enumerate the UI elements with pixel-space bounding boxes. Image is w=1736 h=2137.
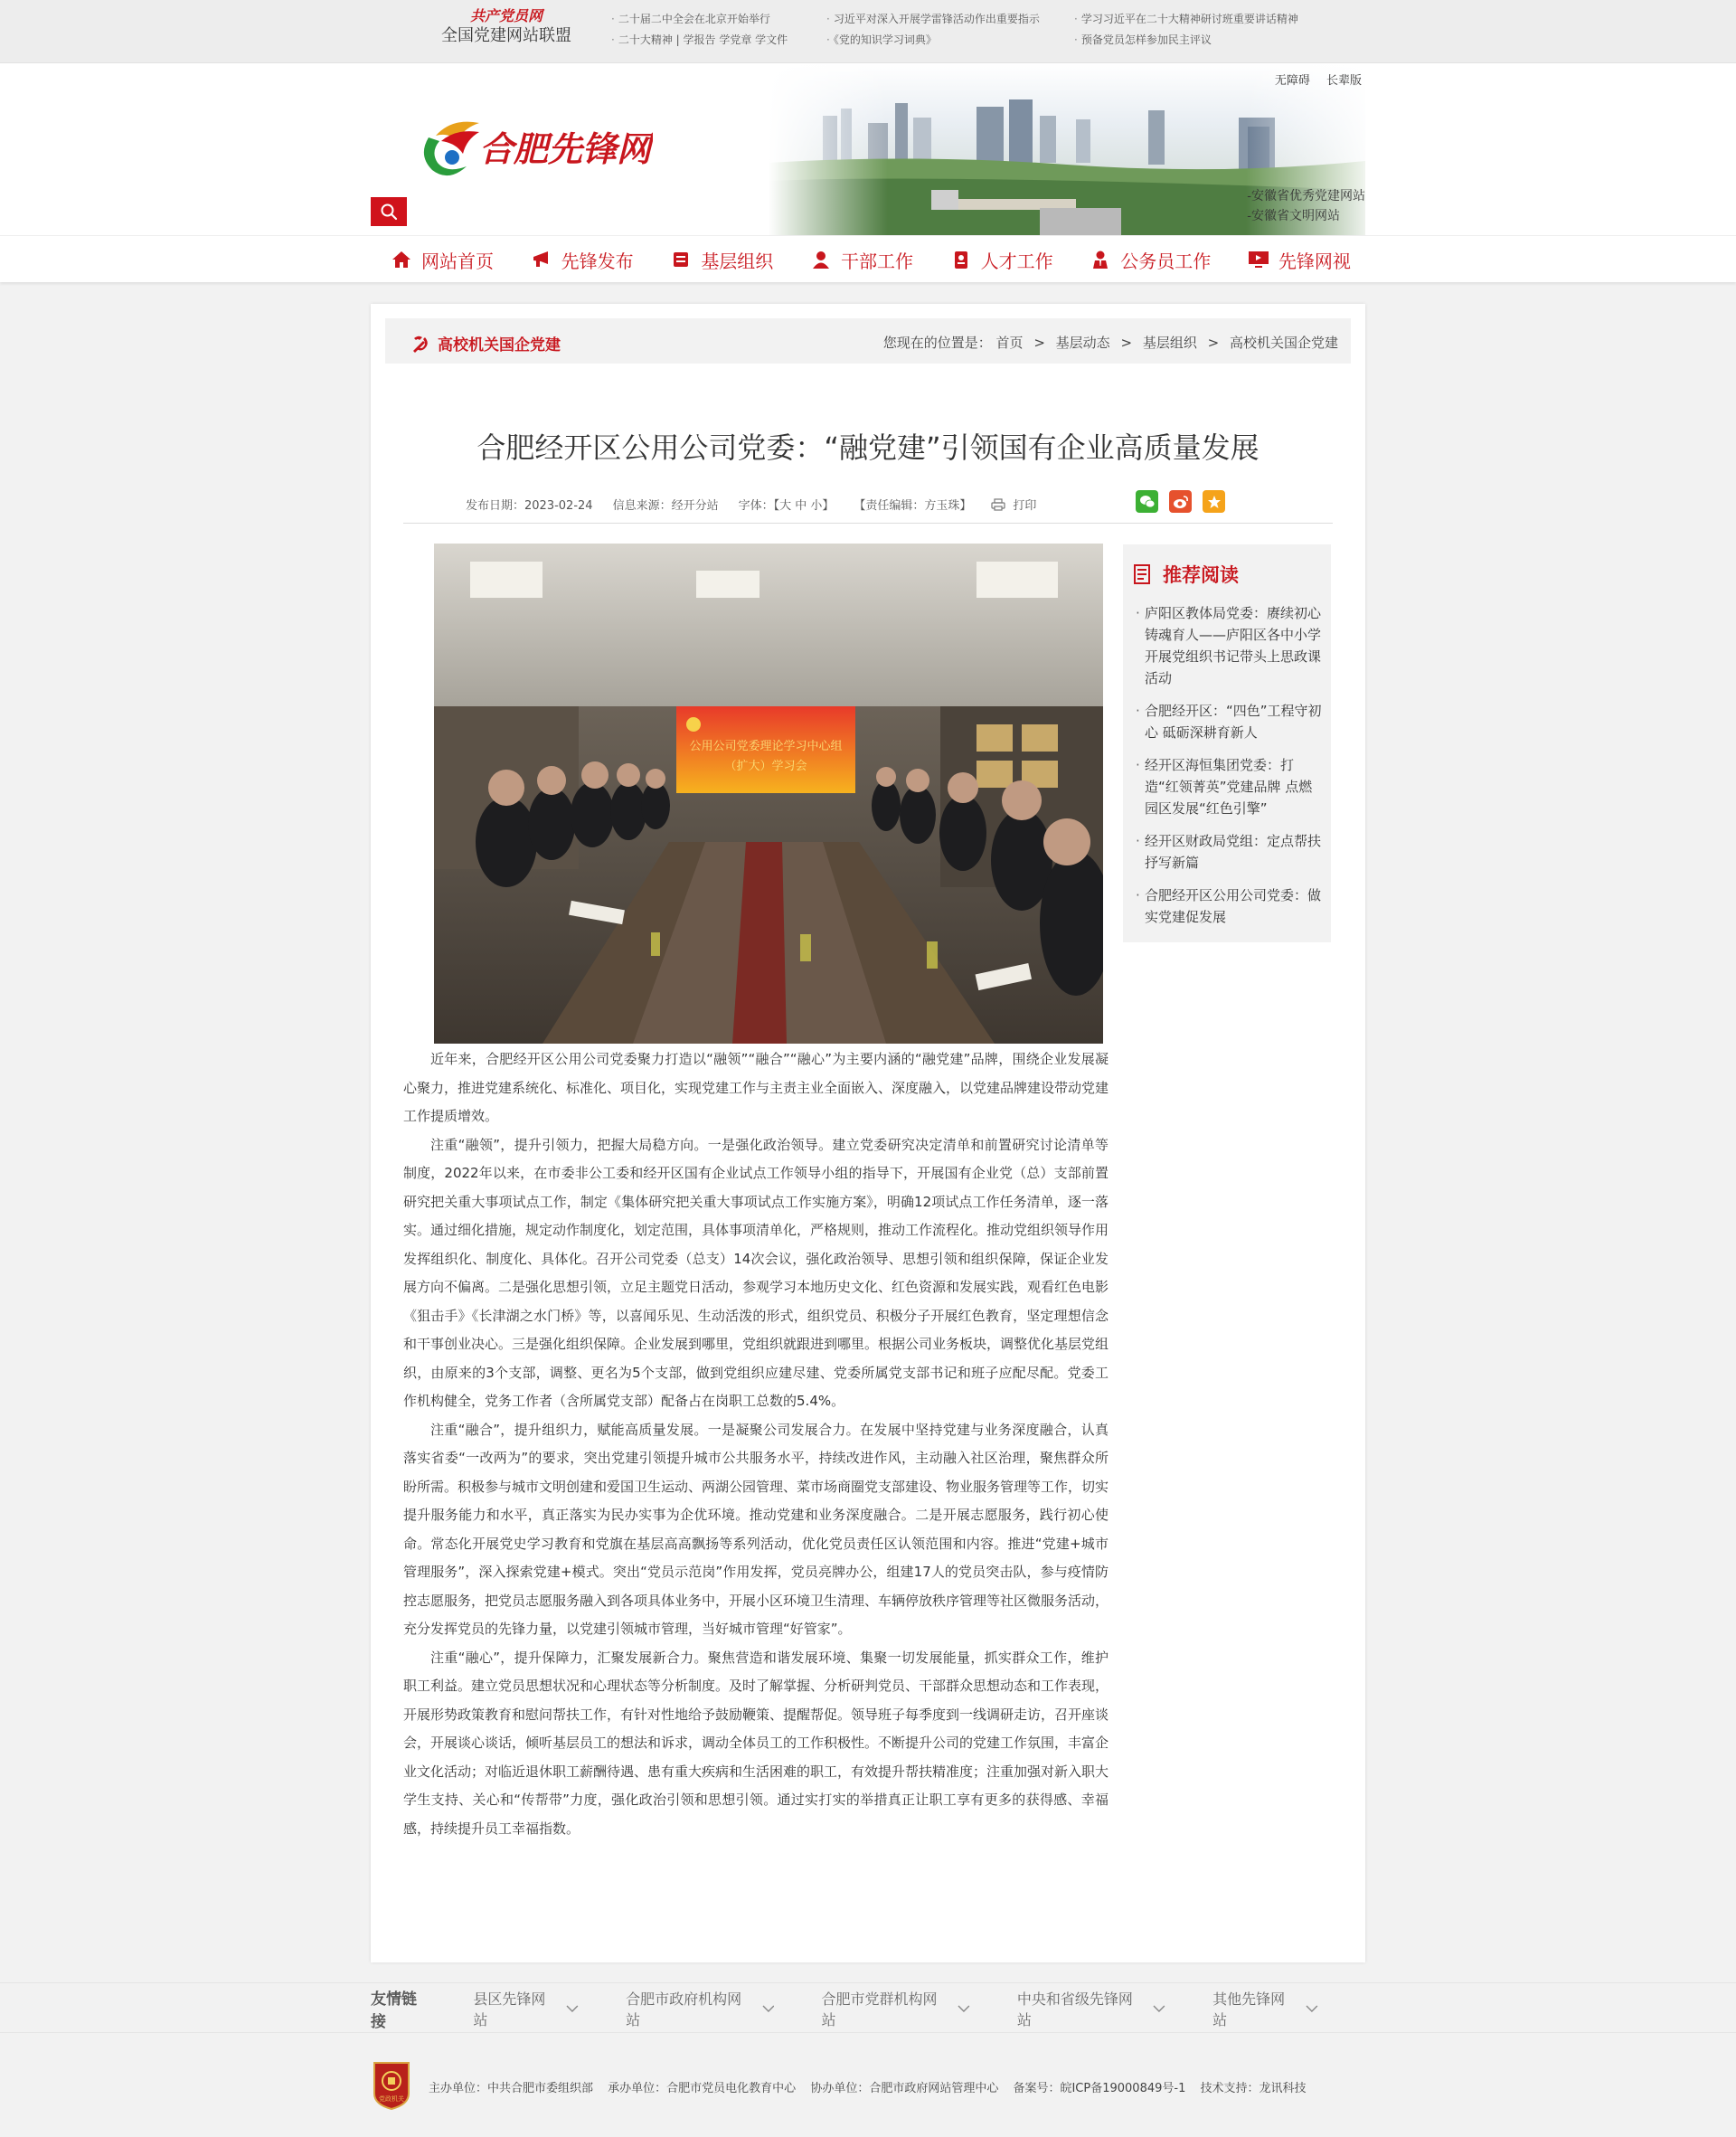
article-body (403, 1045, 1109, 1843)
weibo-share-button[interactable] (1169, 490, 1192, 513)
wechat-icon (1139, 495, 1156, 509)
article-paragraph: 注重“融合”，提升组织力，赋能高质量发展。一是凝聚公司发展合力。在发展中坚持党建与业务深度融合，认真落实省委“一改两为”的要求，突出党建引领提升城市公共服务水平，持续改进作风，主动融入社区治理，聚焦群众所盼所需。积极参与城市文明创建和爱国卫生运动、两湖公园管理、菜市场商圈党支部建设、物业服务管理等工作，切实提升服务能力和水平，真正落实为民办实事为企优环境。推动党建和业务深度融合。二是开展志愿服务，践行初心使命。常态化开展党史学习教育和党旗在基层高高飘扬等系列活动，优化党员责任区认领范围和内容。推进“党建+城市管理服务”，深入探索党建+模式。突出“党员示范岗”作用发挥，党员亮牌办公，组建17人的党员突击队，参与疫情防控志愿服务，把党员志愿服务融入到各项具体业务中，开展小区环境卫生清理、车辆停放秩序管理等社区微服务活动，充分发挥党员的先锋力量，以党建引领城市管理，当好城市管理“好管家”。 (403, 1421, 1109, 1637)
site-logo-text: 合肥先锋网 (479, 128, 652, 169)
meta-divider (403, 523, 1333, 524)
alliance-news-col-3 (1074, 9, 1298, 51)
party-emblem-icon (410, 334, 430, 354)
footer-organizer: 承办单位：合肥市党员电化教育中心 (608, 2082, 797, 2095)
nav-item-label: 干部工作 (840, 250, 913, 272)
megaphone-icon (531, 249, 552, 270)
site-footer (0, 2034, 1736, 2137)
honor-line: -安徽省文明网站 (1247, 209, 1340, 223)
breadcrumb-link[interactable]: 基层组织 (1142, 335, 1197, 351)
honor-line: -安徽省优秀党建网站 (1247, 189, 1365, 203)
section-bar (385, 318, 1351, 364)
nav-item-label: 网站首页 (421, 250, 494, 272)
civil-servant-icon (1090, 249, 1111, 270)
recommended-title (1132, 561, 1239, 588)
accessibility-link[interactable]: 无障碍 (1274, 74, 1310, 88)
recommended-item[interactable]: · 经开区财政局党组：定点帮扶抒写新篇 (1136, 830, 1326, 874)
photo-banner-line-1: 公用公司党委理论学习中心组 (689, 740, 843, 753)
alliance-news-link[interactable]: · 习近平对深入开展学雷锋活动作出重要指示 (826, 9, 1040, 30)
chevron-down-icon (566, 2005, 579, 2012)
friend-links-bar (0, 1982, 1736, 2033)
search-button[interactable] (371, 197, 407, 226)
recommended-item[interactable]: · 合肥经开区公用公司党委：做实党建促发展 (1136, 884, 1326, 928)
elder-mode-link[interactable]: 长辈版 (1326, 74, 1362, 88)
breadcrumb-separator: > (1120, 335, 1133, 351)
friend-link-dropdown[interactable] (821, 1988, 969, 2029)
friend-link-label: 县区先锋网站 (473, 1990, 546, 2028)
alliance-news-link[interactable]: · 二十届二中全会在北京开始举行 (611, 9, 788, 30)
article-paragraph: 注重“融领”，提升引领力，把握大局稳方向。一是强化政治领导。建立党委研究决定清单和前置研究讨论清单等制度，2022年以来，在市委非公工委和经开区国有企业试点工作领导小组的指导下，开展国有企业党（总）支部前置研究把关重大事项试点工作，制定《集体研究把关重大事项试点工作实施方案》，明确12项试点工作任务清单，逐一落实。通过细化措施，规定动作制度化，划定范围，具体事项清单化，严格规则，推动工作流程化。推动党组织领导作用发挥组织化、制度化、具体化。召开公司党委（总支）14次会议，强化政治领导、思想引领和组织保障，保证企业发展方向不偏离。二是强化思想引领，立足主题党日活动，参观学习本地历史文化、红色资源和发展实践，观看红色电影《狙击手》《长津湖之水门桥》等，以喜闻乐见、生动活泼的形式，组织党员、积极分子开展红色教育，坚定理想信念和干事创业决心。三是强化组织保障。企业发展到哪里，党组织就跟进到哪里。根据公司业务板块，调整优化基层党组织，由原来的3个支部，调整、更名为5个支部，做到党组织应建尽建、党委所属党支部书记和班子应配尽配。党委工作机构健全，党务工作者（含所属党支部）配备占在岗职工总数的5.4%。 (403, 1136, 1109, 1409)
alliance-name: 全国党建网站联盟 (441, 26, 571, 45)
document-list-icon (1132, 563, 1154, 585)
breadcrumb-link[interactable]: 首页 (995, 335, 1024, 351)
recommended-list (1136, 602, 1326, 939)
breadcrumb-label: 您现在的位置是： (882, 335, 992, 351)
nav-item-home[interactable] (391, 247, 494, 273)
font-size-switch[interactable]: 字体：【大 中 小】 (738, 499, 835, 513)
article-paragraph: 近年来，合肥经开区公用公司党委聚力打造以“融领”“融合”“融心”为主要内涵的“融党建”品牌，围绕企业发展凝心聚力，推进党建系统化、标准化、项目化，实现党建工作与主责主业全面嵌入、深度融入，以党建品牌建设带动党建工作提质增效。 (403, 1051, 1109, 1124)
organization-icon (670, 249, 692, 270)
recommended-title-text: 推荐阅读 (1163, 564, 1239, 586)
footer-info (429, 2078, 1317, 2095)
chevron-down-icon (1306, 2005, 1318, 2012)
breadcrumb (883, 333, 1338, 352)
site-logo[interactable] (409, 109, 653, 190)
alliance-news-col-1 (611, 9, 788, 51)
breadcrumb-separator: > (1207, 335, 1220, 351)
friend-link-label: 中央和省级先锋网站 (1016, 1990, 1133, 2028)
wechat-share-button[interactable] (1136, 490, 1158, 513)
nav-item-cadre[interactable] (810, 247, 913, 273)
article-title: 合肥经开区公用公司党委：“融党建”引领国有企业高质量发展 (476, 430, 1260, 465)
recommended-item[interactable]: · 合肥经开区：“四色”工程守初心 砥砺深耕育新人 (1136, 700, 1326, 743)
talent-icon (950, 249, 972, 270)
alliance-news-col-2 (826, 9, 1040, 51)
monitor-icon (1248, 249, 1269, 270)
emblem-text: 党政机关 (379, 2095, 404, 2103)
chevron-down-icon (1153, 2005, 1165, 2012)
section-title-text: 高校机关国企党建 (438, 336, 561, 355)
chevron-down-icon (958, 2005, 970, 2012)
printer-icon (991, 498, 1005, 511)
footer-tech: 技术支持：龙讯科技 (1200, 2082, 1307, 2095)
search-icon (380, 203, 398, 221)
article-paragraph: 注重“融心”，提升保障力，汇聚发展新合力。聚焦营造和谐发展环境、集聚一切发展能量，抓实群众工作，维护职工利益。建立党员思想状况和心理状态等分析制度。及时了解掌握、分析研判党员、干部群众思想动态和工作表现，开展形势政策教育和慰问帮扶工作，有针对性地给予鼓励鞭策、提醒帮促。领导班子每季度到一线调研走访，召开座谈会，开展谈心谈话，倾听基层员工的想法和诉求，调动全体员工的工作积极性。不断提升公司的党建工作氛围，丰富企业文化活动；对临近退休职工薪酬待遇、患有重大疾病和生活困难的职工，有效提升帮扶精准度；注重加强对新入职大学生支持、关心和“传帮带”力度，强化政治引领和思想引领。通过实打实的举措真正让职工享有更多的获得感、幸福感，持续提升员工幸福指数。 (403, 1649, 1109, 1837)
access-links (1262, 71, 1362, 88)
footer-icp[interactable]: 备案号：皖ICP备19000849号-1 (1013, 2082, 1186, 2095)
section-title[interactable] (410, 332, 561, 355)
alliance-news-link[interactable]: · 二十大精神 | 学报告 学党章 学文件 (611, 30, 788, 51)
nav-item-civil-servant[interactable] (1090, 247, 1211, 273)
breadcrumb-separator: > (1033, 335, 1045, 351)
print-label: 打印 (1013, 499, 1037, 513)
friend-link-dropdown[interactable] (473, 1988, 579, 2029)
nav-item-label: 公务员工作 (1120, 250, 1212, 272)
site-honors (1247, 186, 1365, 226)
breadcrumb-link[interactable]: 基层动态 (1055, 335, 1110, 351)
site-banner (0, 63, 1736, 235)
publish-date: 发布日期：2023-02-24 (466, 499, 593, 513)
home-icon (391, 249, 412, 270)
responsible-editor: 【责任编辑：方玉珠】 (854, 499, 972, 513)
nav-item-video[interactable] (1248, 247, 1351, 273)
user-icon (810, 249, 832, 270)
photo-banner-line-2: （扩大）学习会 (724, 760, 807, 773)
info-source: 信息来源：经开分站 (612, 499, 719, 513)
nav-item-grassroots[interactable] (670, 247, 773, 273)
friend-link-label: 合肥市政府机构网站 (626, 1990, 742, 2028)
share-buttons (1136, 490, 1236, 513)
footer-assist: 协办单位：合肥市政府网站管理中心 (810, 2082, 999, 2095)
alliance-news-link[interactable]: · 预备党员怎样参加民主评议 (1074, 30, 1298, 51)
alliance-news-link[interactable]: · 学习习近平在二十大精神研讨班重要讲话精神 (1074, 9, 1298, 30)
alliance-news-link[interactable]: · 《党的知识学习词典》 (826, 30, 1040, 51)
friend-link-dropdown[interactable] (626, 1988, 774, 2029)
friend-link-dropdown[interactable] (1017, 1988, 1165, 2029)
alliance-bar (0, 0, 1736, 63)
alliance-brand[interactable] (434, 7, 579, 47)
recommended-reading (1123, 544, 1331, 942)
weibo-icon (1173, 495, 1189, 509)
friend-link-dropdown[interactable] (1212, 1988, 1318, 2029)
government-site-emblem[interactable] (373, 2061, 410, 2110)
print-button[interactable] (991, 496, 1056, 513)
nav-item-release[interactable] (531, 247, 634, 273)
friend-link-label: 合肥市党群机构网站 (821, 1990, 938, 2028)
alliance-script-logo: 共产党员网 (469, 7, 542, 24)
nav-item-label: 先锋网视 (1278, 250, 1351, 272)
friend-link-label: 其他先锋网站 (1212, 1990, 1286, 2028)
star-icon (1207, 495, 1222, 509)
article-card (371, 304, 1365, 1962)
main-nav (0, 235, 1736, 282)
nav-item-label: 人才工作 (980, 250, 1053, 272)
friend-links-label: 友情链接 (371, 1990, 417, 2031)
footer-host: 主办单位：中共合肥市委组织部 (429, 2082, 594, 2095)
chevron-down-icon (762, 2005, 775, 2012)
nav-item-label: 基层组织 (701, 250, 774, 272)
recommended-item[interactable]: · 经开区海恒集团党委：打造“红领菁英”党建品牌 点燃园区发展“红色引擎” (1136, 754, 1326, 819)
nav-item-label: 先锋发布 (561, 250, 634, 272)
breadcrumb-link[interactable]: 高校机关国企党建 (1229, 335, 1338, 351)
article-photo-meeting (434, 544, 1103, 1044)
favorite-share-button[interactable] (1203, 490, 1225, 513)
article-meta (466, 496, 1076, 513)
nav-item-talent[interactable] (950, 247, 1053, 273)
recommended-item[interactable]: · 庐阳区教体局党委：赓续初心 铸魂育人——庐阳区各中小学开展党组织书记带头上思政课活动 (1136, 602, 1326, 689)
